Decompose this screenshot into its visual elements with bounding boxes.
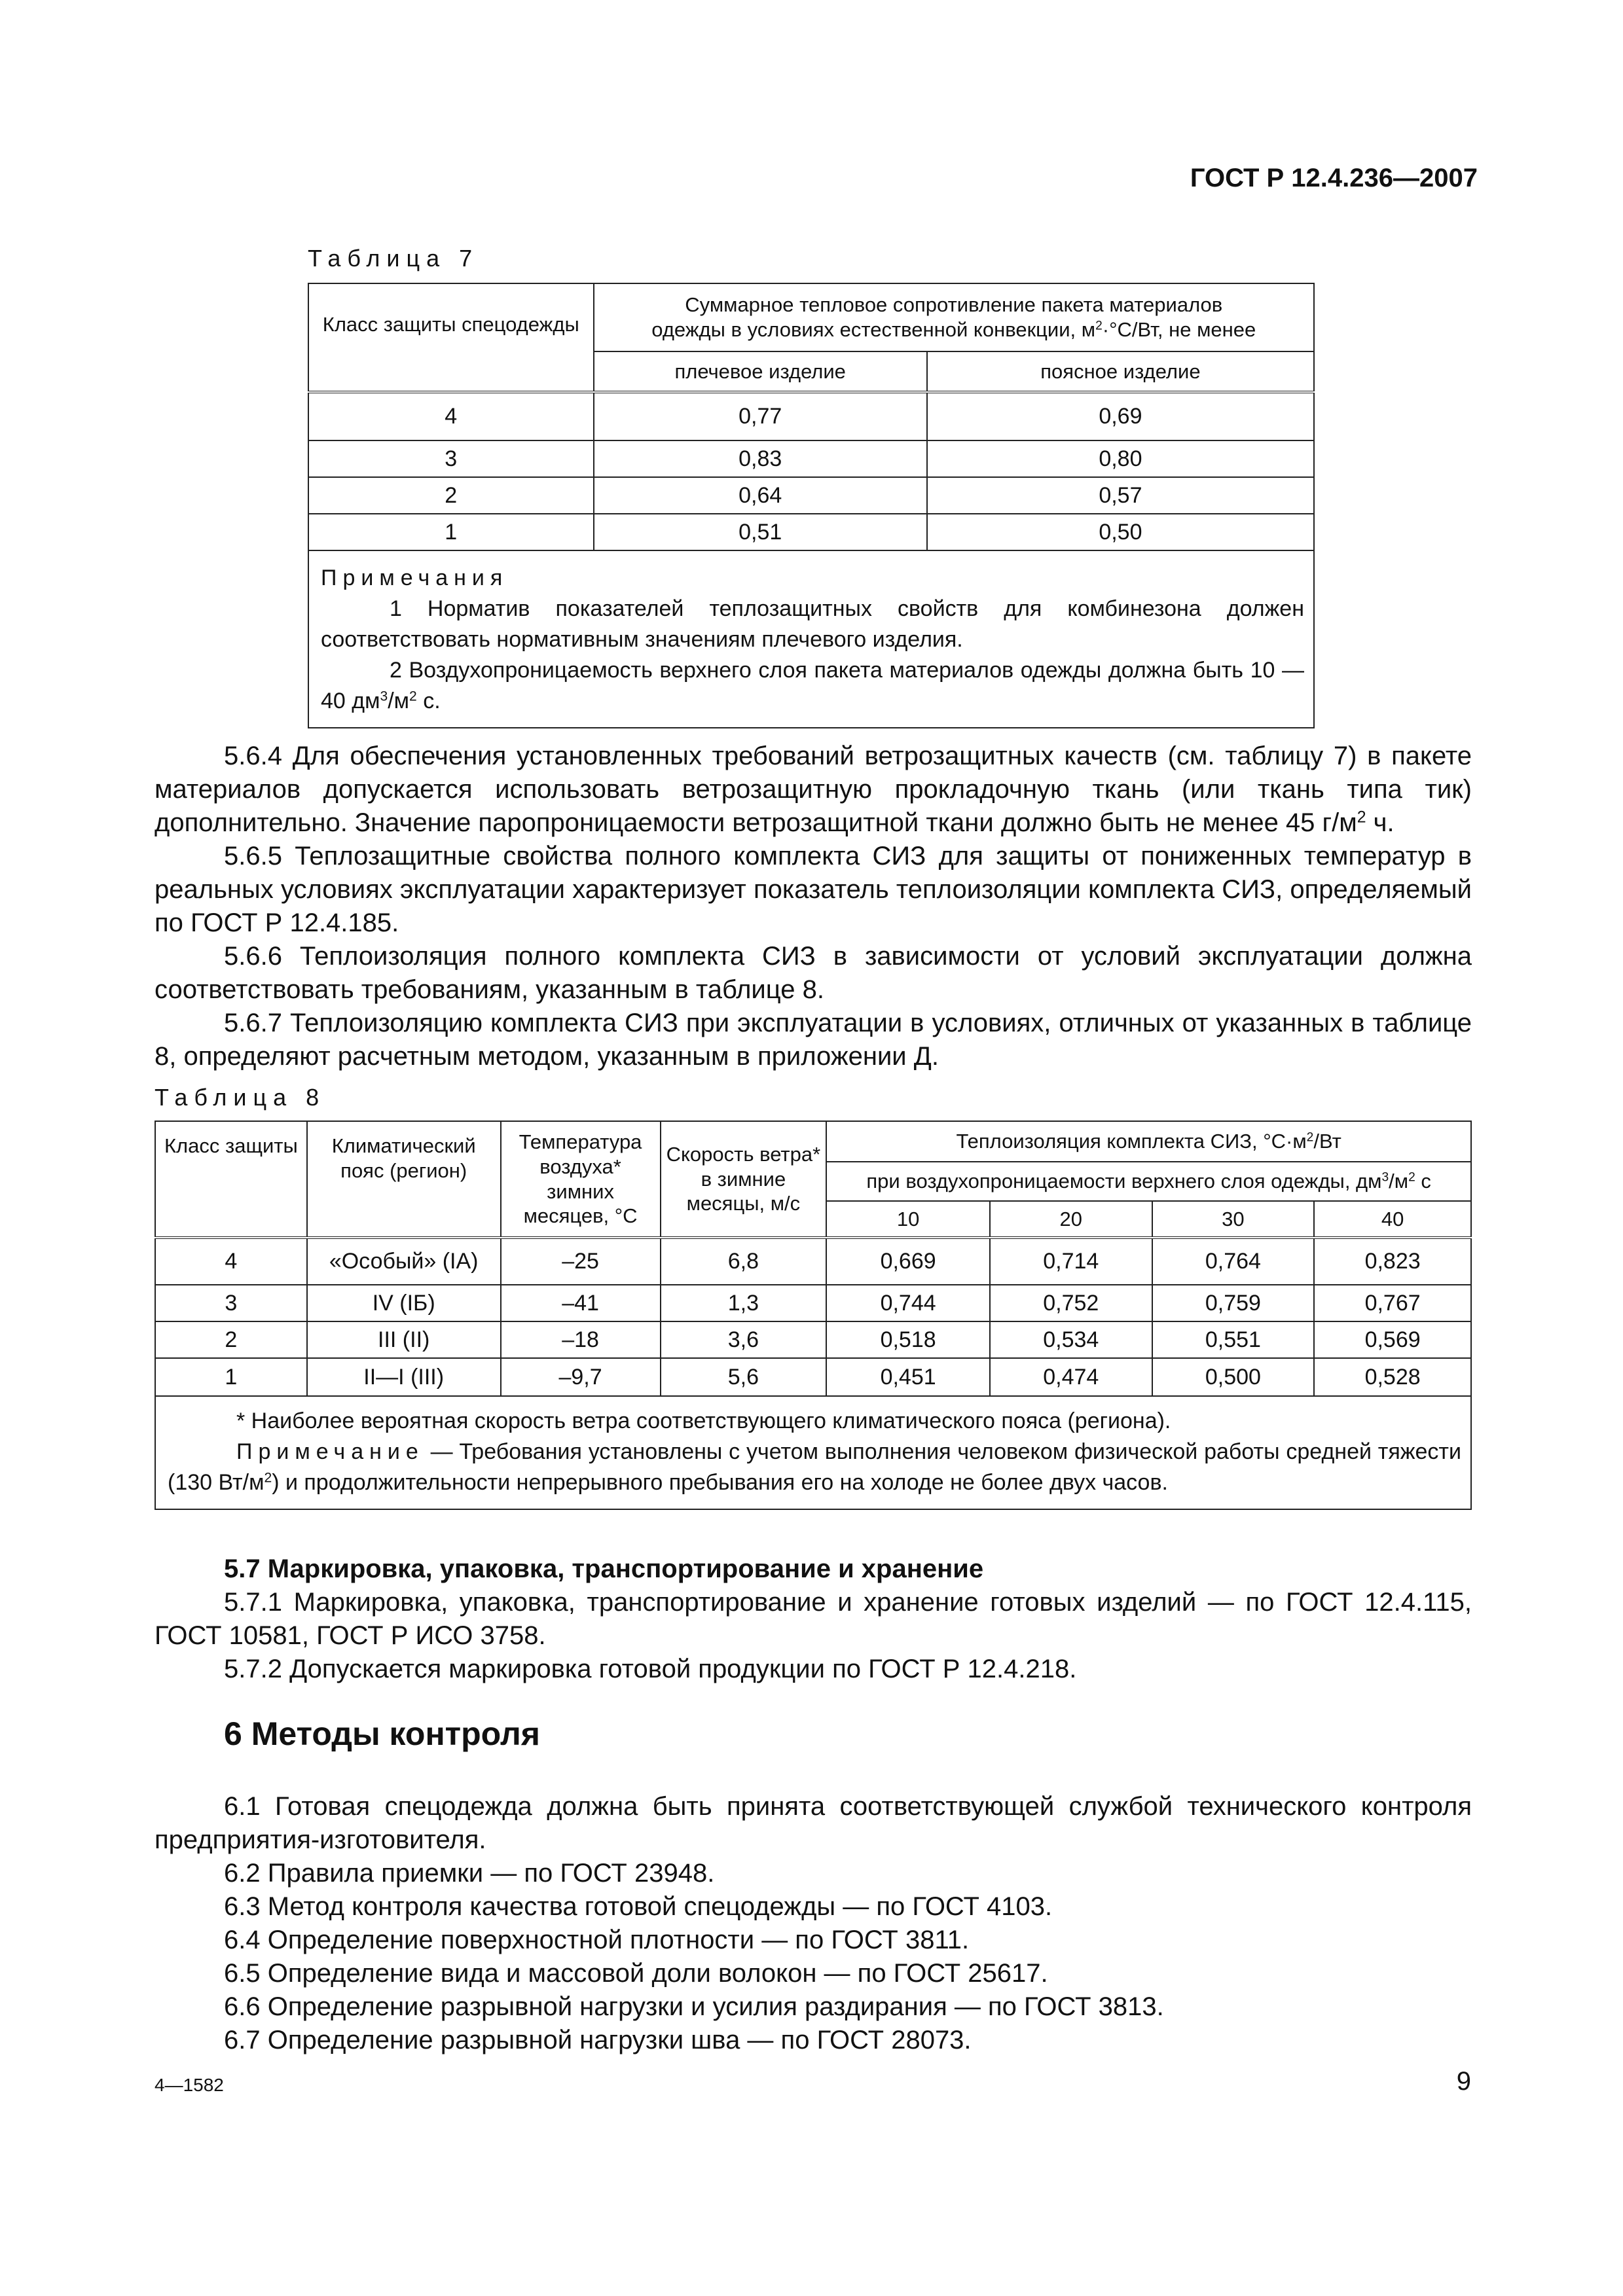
table-row bbox=[308, 392, 1314, 440]
table8-insulation-header: Теплоизоляция комплекта СИЗ, $^\circ С\cdot м^2/Вт$ bbox=[826, 1121, 1471, 1162]
table7-cell: 0,83 bbox=[594, 440, 927, 477]
document-standard-number: ГОСТ Р 12.4.236—2007 bbox=[1190, 164, 1478, 192]
table8-cell: 0,451 bbox=[826, 1358, 990, 1396]
table7-col-class-header: Класс защиты спецодежды bbox=[308, 283, 594, 392]
table8-temp-header: Температура воздуха* зимних месяцев, °С bbox=[501, 1121, 661, 1238]
table8-note: Примечание — Требования установлены с учетом выполнения человеком физической работы средней тяжести (130 $Вт/м^2$) и продолжительности непрерывного пребывания его на холоде не более двух часов. bbox=[168, 1439, 1461, 1495]
table7 bbox=[308, 283, 1315, 728]
table-row bbox=[155, 1285, 1471, 1321]
table7-cell: 0,77 bbox=[594, 392, 927, 440]
table8-perm-30: 30 bbox=[1152, 1201, 1315, 1238]
table8-cell: 0,759 bbox=[1152, 1285, 1315, 1321]
table8-cell: 1 bbox=[155, 1358, 307, 1396]
table7-cell: 0,64 bbox=[594, 477, 927, 514]
section-6-text bbox=[155, 1790, 1472, 2057]
paragraph-6-7: 6.7 Определение разрывной нагрузки шва — по ГОСТ 28073. bbox=[224, 2026, 972, 2054]
table-row bbox=[308, 514, 1314, 550]
table8-cell: 0,714 bbox=[990, 1238, 1152, 1285]
table7-cell: 0,50 bbox=[927, 514, 1314, 550]
table8-zone-header: Климатический пояс (регион) bbox=[307, 1121, 501, 1238]
table7-group-header: Суммарное тепловое сопротивление пакета материалов одежды в условиях естественной конвекции, $м^2\cdot^\circ С/Вт$, не менее bbox=[594, 283, 1314, 351]
table8-perm-10: 10 bbox=[826, 1201, 990, 1238]
table8-cell: 0,528 bbox=[1314, 1358, 1471, 1396]
table8-notes bbox=[155, 1396, 1471, 1509]
paragraph-5-6-7: 5.6.7 Теплоизоляцию комплекта СИЗ при эксплуатации в условиях, отличных от указанных в таблице 8, определяют расчетным методом, указанным в приложении Д. bbox=[155, 1009, 1472, 1071]
paragraph-6-1: 6.1 Готовая спецодежда должна быть принята соответствующей службой технического контроля предприятия-изготовителя. bbox=[155, 1792, 1472, 1854]
table8-perm-40: 40 bbox=[1314, 1201, 1471, 1238]
table8-cell: 2 bbox=[155, 1321, 307, 1358]
paragraph-5-7-1: 5.7.1 Маркировка, упаковка, транспортирование и хранение готовых изделий — по ГОСТ 12.4.115, ГОСТ 10581, ГОСТ Р ИСО 3758. bbox=[155, 1588, 1472, 1650]
table7-cell: 0,51 bbox=[594, 514, 927, 550]
paragraph-6-5: 6.5 Определение вида и массовой доли волокон — по ГОСТ 25617. bbox=[224, 1959, 1048, 1988]
table8-permeability-header: при воздухопроницаемости верхнего слоя одежды, $дм^3/м^2$ с bbox=[826, 1162, 1471, 1201]
table8-cell: 0,744 bbox=[826, 1285, 990, 1321]
section-6-heading: 6 Методы контроля bbox=[224, 1715, 540, 1752]
table7-notes-title: Примечания bbox=[321, 565, 509, 590]
table8-cell: 0,569 bbox=[1314, 1321, 1471, 1358]
table7-sub-shoulder-header: плечевое изделие bbox=[594, 351, 927, 392]
table7-cell: 2 bbox=[308, 477, 594, 514]
paragraph-5-6-4: 5.6.4 Для обеспечения установленных требований ветрозащитных качеств (см. таблицу 7) в пакете материалов допускается использовать ветрозащитную прокладочную ткань (или ткань типа тик) дополнительно. Значение паропроницаемости ветрозащитной ткани должно быть не менее 45 $г/м^2$ ч. bbox=[155, 742, 1472, 837]
table8-footnote: * Наиболее вероятная скорость ветра соответствующего климатического пояса (региона). bbox=[236, 1408, 1171, 1433]
table7-sub-waist-header: поясное изделие bbox=[927, 351, 1314, 392]
table8-cell: 6,8 bbox=[661, 1238, 827, 1285]
paragraph-5-6-5: 5.6.5 Теплозащитные свойства полного комплекта СИЗ для защиты от пониженных температур в реальных условиях эксплуатации характеризует показатель теплоизоляции комплекта СИЗ, определяемый по ГОСТ Р 12.4.185. bbox=[155, 842, 1472, 937]
table7-caption: Таблица 7 bbox=[308, 245, 479, 272]
table8-class-header: Класс защиты bbox=[155, 1121, 307, 1238]
table7-note-2: 2 Воздухопроницаемость верхнего слоя пакета материалов одежды должна быть 10 — 40 $дм^3/м^2$ с. bbox=[321, 657, 1304, 713]
table8-wind-header: Скорость ветра* в зимние месяцы, м/с bbox=[661, 1121, 827, 1238]
section-5-6-text bbox=[155, 740, 1472, 1073]
table8 bbox=[155, 1121, 1472, 1510]
table8-cell: –18 bbox=[501, 1321, 661, 1358]
table8-cell: 1,3 bbox=[661, 1285, 827, 1321]
table8-caption: Таблица 8 bbox=[155, 1084, 326, 1111]
table8-cell: 3,6 bbox=[661, 1321, 827, 1358]
table7-cell: 4 bbox=[308, 392, 594, 440]
table8-cell: 0,474 bbox=[990, 1358, 1152, 1396]
table8-cell: –9,7 bbox=[501, 1358, 661, 1396]
table7-cell: 3 bbox=[308, 440, 594, 477]
table-row bbox=[308, 477, 1314, 514]
table8-cell: «Особый» (IA) bbox=[307, 1238, 501, 1285]
table8-cell: 0,551 bbox=[1152, 1321, 1315, 1358]
table8-cell: 4 bbox=[155, 1238, 307, 1285]
paragraph-6-2: 6.2 Правила приемки — по ГОСТ 23948. bbox=[224, 1859, 715, 1888]
table7-cell: 0,69 bbox=[927, 392, 1314, 440]
table7-cell: 1 bbox=[308, 514, 594, 550]
table7-note-1: 1 Норматив показателей теплозащитных свойств для комбинезона должен соответствовать нормативным значениям плечевого изделия. bbox=[321, 596, 1304, 652]
footer-print-code: 4—1582 bbox=[155, 2075, 224, 2095]
section-5-7-heading: 5.7 Маркировка, упаковка, транспортирование и хранение bbox=[224, 1554, 984, 1583]
page-number: 9 bbox=[1456, 2067, 1471, 2096]
table-row bbox=[308, 440, 1314, 477]
paragraph-6-3: 6.3 Метод контроля качества готовой спецодежды — по ГОСТ 4103. bbox=[224, 1892, 1053, 1921]
table8-cell: IV (IБ) bbox=[307, 1285, 501, 1321]
table-row bbox=[155, 1238, 1471, 1285]
table8-cell: 0,500 bbox=[1152, 1358, 1315, 1396]
table8-cell: 3 bbox=[155, 1285, 307, 1321]
table8-cell: –25 bbox=[501, 1238, 661, 1285]
table8-cell: 0,752 bbox=[990, 1285, 1152, 1321]
table8-cell: II—I (III) bbox=[307, 1358, 501, 1396]
paragraph-5-7-2: 5.7.2 Допускается маркировка готовой продукции по ГОСТ Р 12.4.218. bbox=[224, 1655, 1077, 1683]
table8-cell: 0,823 bbox=[1314, 1238, 1471, 1285]
table8-cell: 0,764 bbox=[1152, 1238, 1315, 1285]
table8-cell: 0,669 bbox=[826, 1238, 990, 1285]
table8-cell: 0,518 bbox=[826, 1321, 990, 1358]
table8-cell: III (II) bbox=[307, 1321, 501, 1358]
table8-cell: 0,534 bbox=[990, 1321, 1152, 1358]
paragraph-6-4: 6.4 Определение поверхностной плотности — по ГОСТ 3811. bbox=[224, 1926, 970, 1954]
paragraph-5-6-6: 5.6.6 Теплоизоляция полного комплекта СИЗ в зависимости от условий эксплуатации должна соответствовать требованиям, указанным в таблице 8. bbox=[155, 942, 1472, 1004]
table7-notes bbox=[308, 550, 1314, 728]
table8-cell: 5,6 bbox=[661, 1358, 827, 1396]
table8-perm-20: 20 bbox=[990, 1201, 1152, 1238]
table7-cell: 0,80 bbox=[927, 440, 1314, 477]
table8-cell: –41 bbox=[501, 1285, 661, 1321]
paragraph-6-6: 6.6 Определение разрывной нагрузки и усилия раздирания — по ГОСТ 3813. bbox=[224, 1992, 1164, 2021]
table-row bbox=[155, 1321, 1471, 1358]
table8-cell: 0,767 bbox=[1314, 1285, 1471, 1321]
table7-cell: 0,57 bbox=[927, 477, 1314, 514]
table-row bbox=[155, 1358, 1471, 1396]
section-5-7-text bbox=[155, 1552, 1472, 1686]
